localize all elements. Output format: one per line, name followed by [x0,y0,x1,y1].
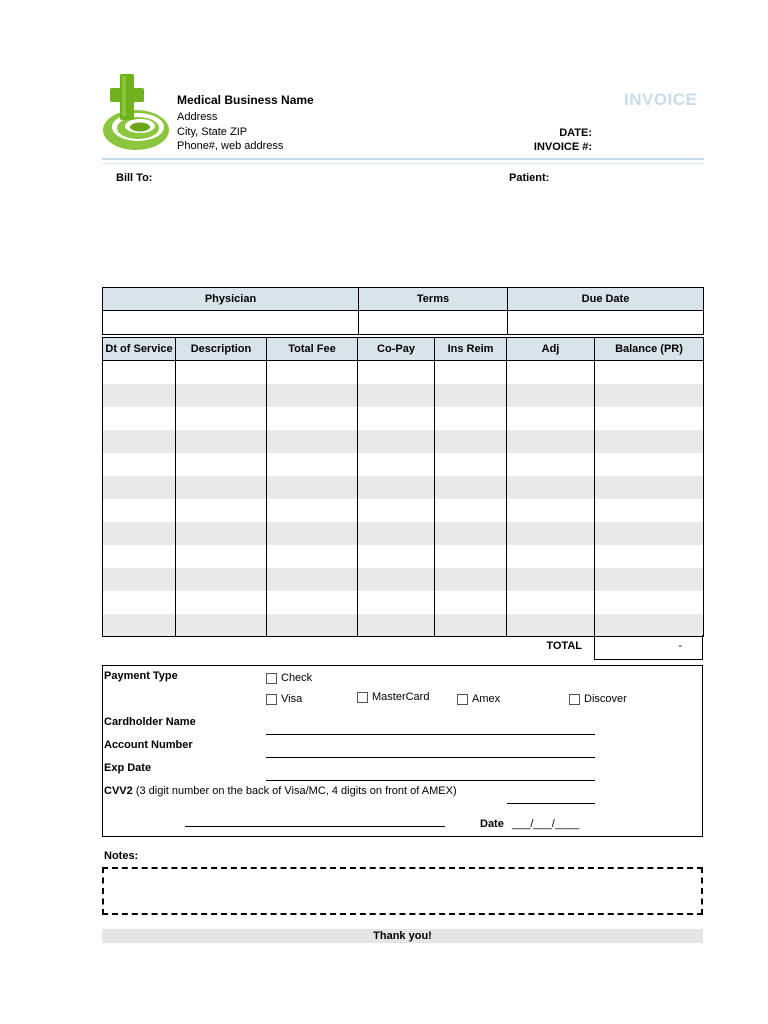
due-date-cell[interactable] [508,311,704,335]
cvv-note: (3 digit number on the back of Visa/MC, 4 digits on front of AMEX) [135,785,457,797]
table-cell[interactable] [176,430,267,453]
total-value: - [594,635,703,660]
table-row [103,476,704,499]
check-checkbox[interactable] [266,673,277,684]
table-cell[interactable] [267,384,358,407]
signature-line[interactable] [185,826,445,827]
table-cell[interactable] [507,430,595,453]
table-cell[interactable] [358,591,435,614]
table-cell[interactable] [358,499,435,522]
table-row [103,591,704,614]
table-cell[interactable] [103,499,176,522]
table-cell[interactable] [103,453,176,476]
visa-checkbox[interactable] [266,694,277,705]
table-cell[interactable] [358,453,435,476]
discover-option[interactable] [569,693,627,705]
notes-field[interactable] [102,867,703,915]
table-cell[interactable] [176,453,267,476]
table-cell[interactable] [103,614,176,637]
table-cell[interactable] [176,361,267,384]
table-cell[interactable] [435,453,507,476]
business-address: Address [177,111,218,123]
table-cell[interactable] [435,384,507,407]
physician-header: Physician [103,288,359,311]
table-cell[interactable] [595,384,704,407]
table-cell[interactable] [267,361,358,384]
table-cell[interactable] [595,453,704,476]
cardholder-name-label: Cardholder Name [104,716,196,728]
table-cell[interactable] [103,545,176,568]
table-cell[interactable] [507,453,595,476]
table-cell[interactable] [176,407,267,430]
physician-terms-table [102,287,704,335]
table-cell[interactable] [595,430,704,453]
col-adj: Adj [507,338,595,361]
table-cell[interactable] [176,522,267,545]
table-cell[interactable] [435,568,507,591]
business-phone-web: Phone#, web address [177,140,284,152]
discover-checkbox[interactable] [569,694,580,705]
table-cell[interactable] [507,614,595,637]
amex-option[interactable] [457,693,500,705]
table-cell[interactable] [103,430,176,453]
table-cell[interactable] [595,407,704,430]
table-cell[interactable] [595,545,704,568]
discover-label: Discover [584,693,627,705]
table-cell[interactable] [507,361,595,384]
table-cell[interactable] [435,361,507,384]
due-date-header: Due Date [508,288,704,311]
cvv-label: CVV2 [104,785,133,797]
table-cell[interactable] [267,591,358,614]
table-cell[interactable] [103,568,176,591]
account-number-label: Account Number [104,739,193,751]
date-label: DATE: [559,127,592,139]
table-cell[interactable] [176,476,267,499]
table-cell[interactable] [103,591,176,614]
col-date-of-service: Dt of Service [103,338,176,361]
table-cell[interactable] [507,384,595,407]
exp-date-field[interactable] [266,780,595,781]
table-cell[interactable] [595,476,704,499]
table-cell[interactable] [435,522,507,545]
table-cell[interactable] [103,476,176,499]
table-cell[interactable] [595,361,704,384]
table-cell[interactable] [358,568,435,591]
table-cell[interactable] [595,499,704,522]
table-cell[interactable] [358,476,435,499]
line-items-table [102,337,704,637]
table-cell[interactable] [176,591,267,614]
table-cell[interactable] [358,361,435,384]
amex-checkbox[interactable] [457,694,468,705]
table-cell[interactable] [595,522,704,545]
table-row [103,614,704,637]
total-label: TOTAL [546,640,582,652]
exp-date-label: Exp Date [104,762,152,774]
table-cell[interactable] [507,522,595,545]
business-city-state-zip: City, State ZIP [177,126,248,138]
invoice-title: INVOICE [624,90,698,109]
terms-cell[interactable] [359,311,508,335]
col-balance-pr: Balance (PR) [595,338,704,361]
table-cell[interactable] [103,361,176,384]
header-divider [102,158,704,160]
table-cell[interactable] [267,545,358,568]
visa-option[interactable] [266,693,302,705]
patient-label: Patient: [509,172,550,184]
cvv-row [104,785,457,797]
physician-cell[interactable] [103,311,359,335]
table-row [103,522,704,545]
date-signature-field[interactable]: ___/___/____ [512,818,580,830]
table-cell[interactable] [435,430,507,453]
bill-to-label: Bill To: [116,172,153,184]
table-cell[interactable] [507,476,595,499]
table-cell[interactable] [267,614,358,637]
table-cell[interactable] [267,430,358,453]
cardholder-name-field[interactable] [266,734,595,735]
table-cell[interactable] [176,614,267,637]
table-cell[interactable] [507,499,595,522]
table-row [103,361,704,384]
table-cell[interactable] [103,407,176,430]
table-row [103,453,704,476]
account-number-field[interactable] [266,757,595,758]
mastercard-option[interactable] [357,691,429,703]
table-cell[interactable] [435,545,507,568]
table-cell[interactable] [507,545,595,568]
table-row [103,407,704,430]
col-co-pay: Co-Pay [358,338,435,361]
thank-you-footer: Thank you! [102,929,703,943]
table-cell[interactable] [435,614,507,637]
table-cell[interactable] [507,591,595,614]
cvv-field[interactable] [507,803,595,804]
table-cell[interactable] [267,476,358,499]
table-cell[interactable] [507,568,595,591]
col-total-fee: Total Fee [267,338,358,361]
check-label: Check [281,672,313,684]
table-cell[interactable] [267,407,358,430]
table-row [103,568,704,591]
table-cell[interactable] [358,384,435,407]
mastercard-checkbox[interactable] [357,692,368,703]
table-cell[interactable] [176,499,267,522]
col-description: Description [176,338,267,361]
amex-label: Amex [472,693,501,705]
notes-label: Notes: [104,850,139,862]
table-cell[interactable] [176,545,267,568]
header-divider-thin [102,163,704,164]
table-cell[interactable] [267,568,358,591]
table-cell[interactable] [358,545,435,568]
table-cell[interactable] [595,614,704,637]
table-row [103,499,704,522]
date-signature-label: Date [480,818,504,830]
table-cell[interactable] [435,499,507,522]
table-cell[interactable] [435,591,507,614]
table-cell[interactable] [267,522,358,545]
table-cell[interactable] [267,499,358,522]
invoice-number-label: INVOICE #: [533,141,592,153]
table-row [103,430,704,453]
terms-header: Terms [359,288,508,311]
business-name: Medical Business Name [177,93,314,107]
table-cell[interactable] [358,430,435,453]
table-row [103,384,704,407]
mastercard-label: MasterCard [372,691,430,703]
payment-type-label: Payment Type [104,670,178,682]
table-cell[interactable] [176,568,267,591]
table-row [103,545,704,568]
table-cell[interactable] [358,522,435,545]
table-cell[interactable] [435,476,507,499]
table-cell[interactable] [595,568,704,591]
table-cell[interactable] [176,384,267,407]
visa-label: Visa [281,693,303,705]
table-cell[interactable] [595,591,704,614]
table-cell[interactable] [103,522,176,545]
check-option[interactable] [266,672,312,684]
table-cell[interactable] [358,614,435,637]
table-cell[interactable] [103,384,176,407]
table-cell[interactable] [267,453,358,476]
table-cell[interactable] [358,407,435,430]
table-cell[interactable] [435,407,507,430]
table-cell[interactable] [507,407,595,430]
medical-cross-logo-icon [100,72,172,152]
col-ins-reim: Ins Reim [435,338,507,361]
